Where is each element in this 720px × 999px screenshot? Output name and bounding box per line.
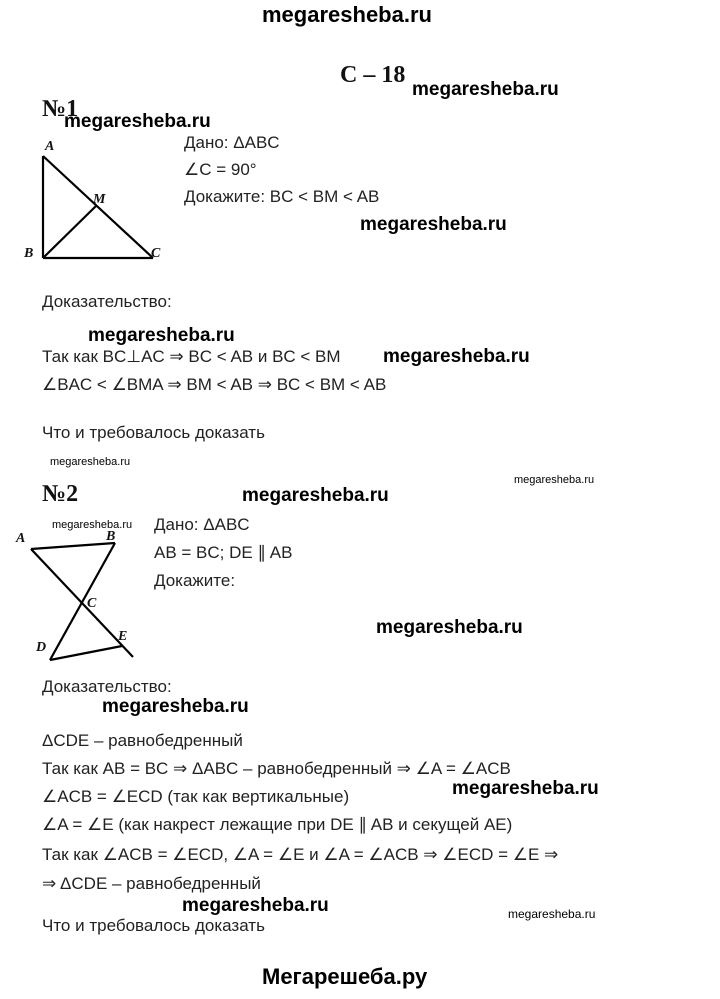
point-label-a: A	[16, 531, 26, 546]
watermark-small: megaresheba.ru	[52, 519, 133, 531]
watermark: megaresheba.ru	[102, 696, 249, 717]
segment-bd	[50, 543, 115, 660]
watermark: megaresheba.ru	[412, 79, 559, 100]
watermark: megaresheba.ru	[88, 325, 235, 346]
point-label-a: A	[45, 139, 55, 154]
watermark-small: megaresheba.ru	[50, 456, 131, 468]
given-line: Докажите: BC < BM < AB	[184, 187, 380, 206]
proof-line: Так как ∠ACB = ∠ECD, ∠A = ∠E и ∠A = ∠ACB ⇒ ∠ECD = ∠E ⇒	[42, 845, 559, 864]
watermark: megaresheba.ru	[452, 778, 599, 799]
point-label-m: M	[93, 192, 106, 207]
point-label-c: C	[87, 596, 97, 611]
footer-watermark: Мегарешеба.ру	[262, 964, 428, 989]
watermark: megaresheba.ru	[242, 485, 389, 506]
header-watermark: megaresheba.ru	[262, 2, 432, 27]
watermark: megaresheba.ru	[64, 111, 211, 132]
proof-line: ∠BAC < ∠BMA ⇒ BM < AB ⇒ BC < BM < AB	[42, 375, 387, 394]
conclusion: Что и требовалось доказать	[42, 423, 265, 442]
segment-ab	[31, 543, 115, 549]
point-label-e: E	[118, 629, 128, 644]
problem-1-number: №1	[42, 96, 79, 122]
point-label-b: B	[24, 246, 34, 261]
segment-de	[50, 646, 122, 660]
given-line: Дано: ΔABC	[184, 133, 280, 152]
point-label-c: C	[151, 246, 161, 261]
proof-line: ∠A = ∠E (как накрест лежащие при DE ∥ AB и секущей AE)	[42, 815, 513, 834]
point-label-d: D	[36, 640, 47, 655]
given-line: Дано: ΔABC	[154, 515, 250, 534]
watermark-small: megaresheba.ru	[514, 474, 595, 486]
proof-line: ⇒ ΔCDE – равнобедренный	[42, 874, 261, 893]
watermark-small: megaresheba.ru	[508, 907, 596, 921]
given-line: ∠C = 90°	[184, 160, 257, 179]
conclusion: Что и требовалось доказать	[42, 916, 265, 935]
given-line: Докажите:	[154, 571, 236, 590]
given-line: AB = BC; DE ∥ AB	[154, 543, 293, 562]
watermark: megaresheba.ru	[383, 346, 530, 367]
watermark: megaresheba.ru	[376, 617, 523, 638]
proof-line: ∠ACB = ∠ECD (так как вертикальные)	[42, 787, 350, 806]
proof-title: Доказательство:	[42, 292, 172, 311]
proof-line: Так как BC⊥AC ⇒ BC < AB и BC < BM	[42, 347, 341, 366]
proof-title: Доказательство:	[42, 677, 172, 696]
problem-2-number: №2	[42, 481, 79, 507]
proof-line: ΔCDE – равнобедренный	[42, 731, 243, 750]
watermark: megaresheba.ru	[182, 895, 329, 916]
proof-line: Так как AB = BC ⇒ ΔABC – равнобедренный ⇒ ∠A = ∠ACB	[42, 759, 511, 778]
section-title: С – 18	[340, 62, 406, 88]
watermark: megaresheba.ru	[360, 214, 507, 235]
point-label-b: B	[106, 529, 116, 544]
